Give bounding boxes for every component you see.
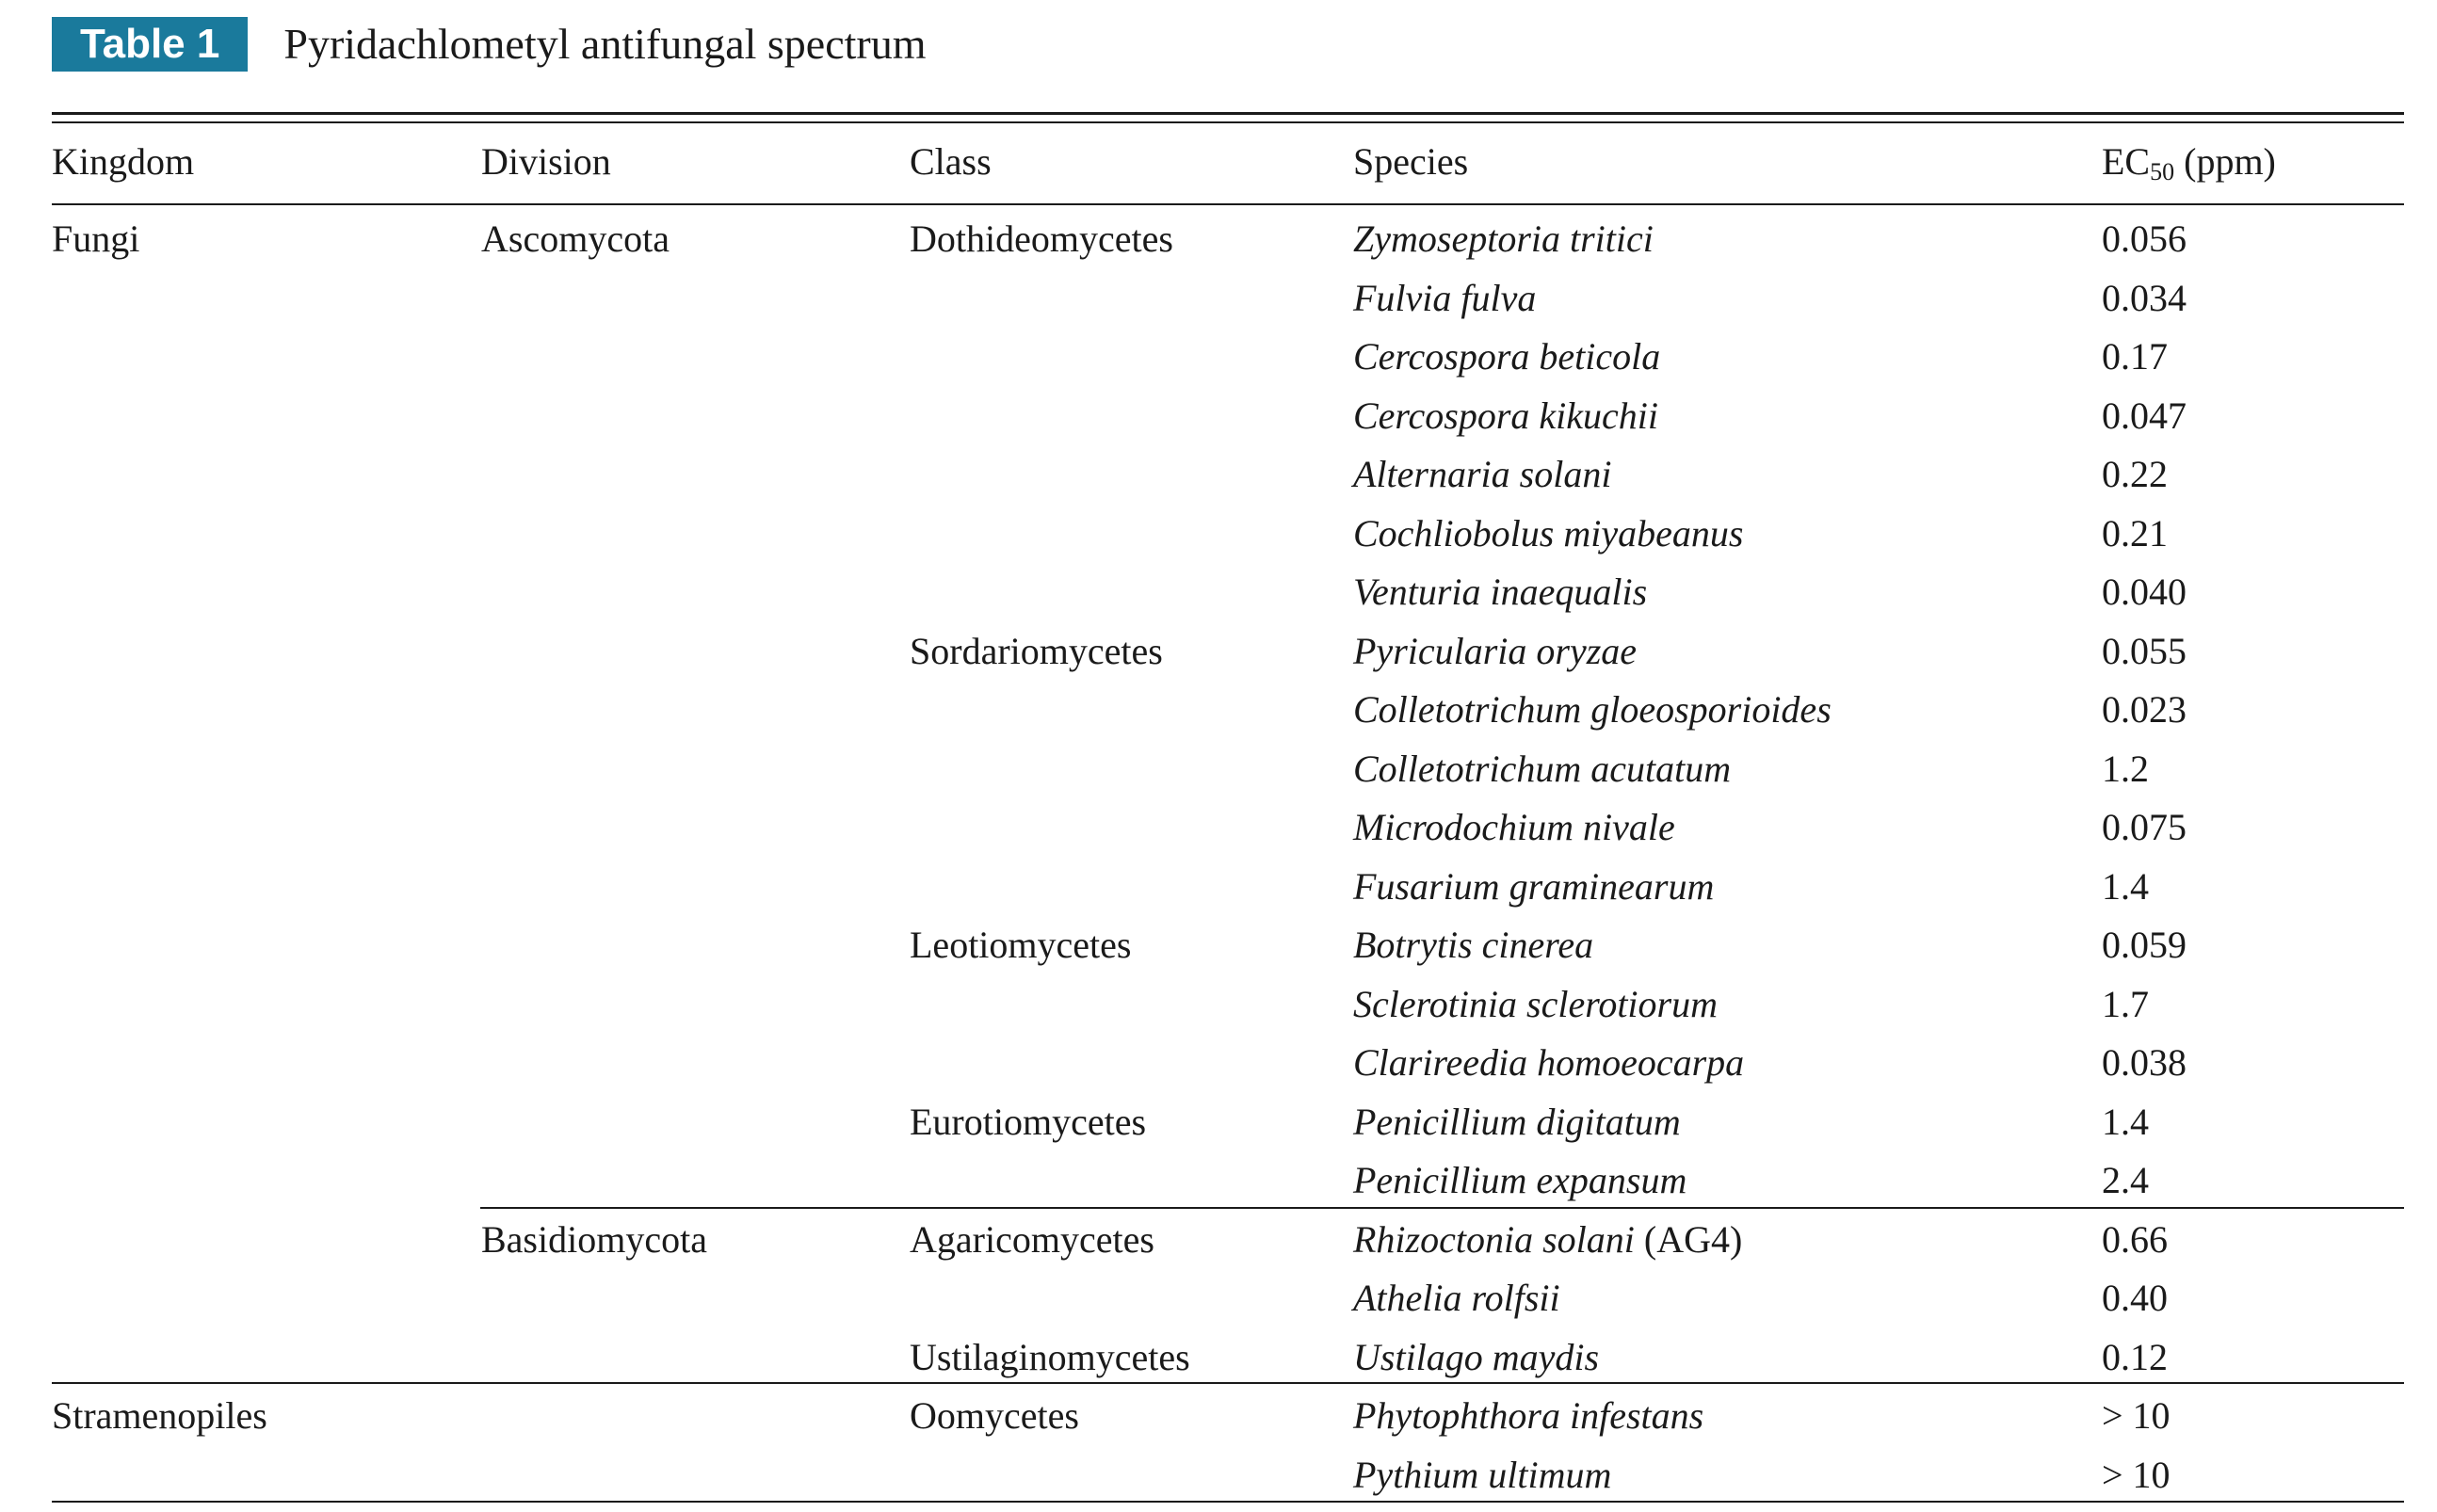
cell-species: [1353, 216, 1654, 263]
header-ec50-main: EC: [2102, 140, 2151, 183]
cell-species: [1353, 1216, 1742, 1263]
cell-species: [1353, 628, 1637, 675]
cell-ec50: 0.023: [2102, 688, 2187, 731]
cell-class: Oomycetes: [910, 1394, 1079, 1437]
cell-division: Basidiomycota: [481, 1218, 707, 1261]
species-name: Pythium ultimum: [1353, 1454, 1612, 1496]
cell-ec50: > 10: [2102, 1454, 2171, 1496]
cell-species: [1353, 569, 1647, 616]
cell-species: [1353, 863, 1714, 910]
cell-ec50: 0.038: [2102, 1041, 2187, 1084]
species-name: Zymoseptoria tritici: [1353, 217, 1654, 260]
cell-class: Agaricomycetes: [910, 1218, 1154, 1261]
cell-ec50: 0.22: [2102, 453, 2168, 495]
species-name: Fusarium graminearum: [1353, 865, 1715, 908]
species-name: Cochliobolus miyabeanus: [1353, 512, 1744, 555]
header-division: Division: [481, 140, 611, 183]
cell-division: Ascomycota: [481, 217, 670, 260]
cell-class: Sordariomycetes: [910, 630, 1163, 672]
header-species: Species: [1353, 140, 1469, 183]
species-name: Colletotrichum gloeosporioides: [1353, 688, 1832, 731]
header-rule: [52, 203, 2404, 205]
species-name: Pyricularia oryzae: [1353, 630, 1638, 672]
cell-ec50: 0.40: [2102, 1277, 2168, 1319]
header-ec50-unit: (ppm): [2174, 140, 2276, 183]
cell-species: [1353, 275, 1536, 322]
cell-species: [1353, 1099, 1681, 1146]
basidiomycota-separator: [480, 1207, 2404, 1209]
cell-ec50: 0.034: [2102, 277, 2187, 319]
table-caption: [52, 17, 927, 72]
cell-ec50: 0.059: [2102, 924, 2187, 966]
cell-species: [1353, 510, 1743, 557]
species-name: Botrytis cinerea: [1353, 924, 1594, 966]
species-name: Microdochium nivale: [1353, 806, 1675, 848]
cell-species: [1353, 686, 1832, 733]
species-name: Cercospora kikuchii: [1353, 394, 1659, 437]
cell-species: [1353, 1039, 1744, 1086]
cell-ec50: 0.66: [2102, 1218, 2168, 1261]
species-suffix: (AG4): [1634, 1218, 1743, 1261]
cell-species: [1353, 393, 1658, 440]
header-kingdom: Kingdom: [52, 140, 195, 183]
cell-species: [1353, 451, 1611, 498]
stramenopiles-separator: [52, 1382, 2404, 1384]
cell-ec50: 0.21: [2102, 512, 2168, 555]
species-name: Colletotrichum acutatum: [1353, 748, 1732, 790]
cell-ec50: 0.055: [2102, 630, 2187, 672]
species-name: Penicillium expansum: [1353, 1159, 1687, 1201]
cell-ec50: > 10: [2102, 1394, 2171, 1437]
cell-species: [1353, 746, 1731, 793]
header-ec50-subscript: 50: [2150, 158, 2175, 185]
cell-species: [1353, 1334, 1599, 1381]
top-rule: [52, 112, 2404, 115]
cell-ec50: 0.056: [2102, 217, 2187, 260]
cell-species: [1353, 333, 1660, 380]
cell-ec50: 1.4: [2102, 865, 2149, 908]
species-name: Rhizoctonia solani: [1353, 1218, 1635, 1261]
cell-species: [1353, 981, 1718, 1028]
cell-ec50: 0.17: [2102, 335, 2168, 378]
species-name: Clarireedia homoeocarpa: [1353, 1041, 1745, 1084]
table-title: Pyridachlometyl antifungal spectrum: [283, 20, 927, 68]
cell-ec50: 0.047: [2102, 394, 2187, 437]
cell-ec50: 1.2: [2102, 748, 2149, 790]
species-name: Athelia rolfsii: [1353, 1277, 1560, 1319]
bottom-rule: [52, 1501, 2404, 1503]
cell-ec50: 0.040: [2102, 571, 2187, 613]
cell-ec50: 0.075: [2102, 806, 2187, 848]
header-class: Class: [910, 140, 992, 183]
cell-species: [1353, 1157, 1687, 1204]
cell-species: [1353, 1392, 1703, 1440]
species-name: Penicillium digitatum: [1353, 1101, 1681, 1143]
header-ec50: [2102, 138, 2276, 185]
species-name: Alternaria solani: [1353, 453, 1612, 495]
species-name: Cercospora beticola: [1353, 335, 1661, 378]
cell-species: [1353, 922, 1593, 969]
cell-ec50: 1.4: [2102, 1101, 2149, 1143]
cell-kingdom: Stramenopiles: [52, 1394, 267, 1437]
cell-class: Dothideomycetes: [910, 217, 1173, 260]
species-name: Fulvia fulva: [1353, 277, 1537, 319]
cell-species: [1353, 1275, 1560, 1322]
cell-species: [1353, 1452, 1611, 1499]
cell-class: Eurotiomycetes: [910, 1101, 1147, 1143]
cell-species: [1353, 804, 1675, 851]
table-number-badge: Table 1: [52, 17, 248, 72]
species-name: Phytophthora infestans: [1353, 1394, 1704, 1437]
cell-ec50: 0.12: [2102, 1336, 2168, 1378]
species-name: Venturia inaequalis: [1353, 571, 1648, 613]
species-name: Ustilago maydis: [1353, 1336, 1600, 1378]
species-name: Sclerotinia sclerotiorum: [1353, 983, 1718, 1025]
cell-class: Leotiomycetes: [910, 924, 1132, 966]
top-rule-double: [52, 121, 2404, 123]
cell-ec50: 2.4: [2102, 1159, 2149, 1201]
cell-class: Ustilaginomycetes: [910, 1336, 1190, 1378]
cell-ec50: 1.7: [2102, 983, 2149, 1025]
cell-kingdom: Fungi: [52, 217, 140, 260]
